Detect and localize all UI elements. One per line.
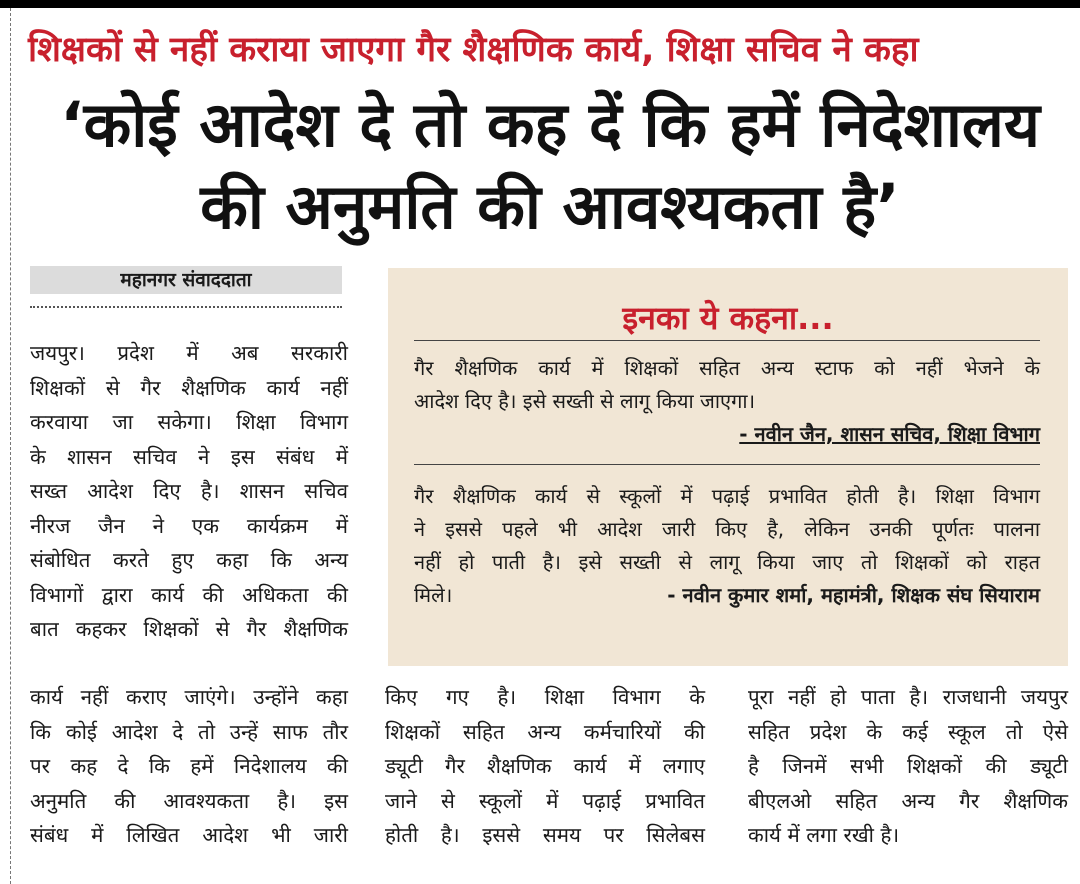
quote-line: गैर शैक्षणिक कार्य से स्कूलों में पढ़ाई प्रभावित होती है। शिक्षा विभाग [414,484,1040,508]
article-line: नीरज जैन ने एक कार्यक्रम में [30,513,348,538]
quote-line: ने इससे पहले भी आदेश जारी किए है, लेकिन उनकी पूर्णतः पालना [414,517,1040,541]
quote-2 [414,480,1040,612]
column-divider [10,8,12,884]
article-column-1-bottom [30,680,348,853]
quote-2-attribution: - नवीन कुमार शर्मा, महामंत्री, शिक्षक संघ सियाराम [667,583,1040,607]
article-line: पर कह दे कि हमें निदेशालय की [30,754,348,778]
article-line: कार्य में लगा रखी है। [748,823,900,847]
article-line: बीएलओ सहित अन्य गैर शैक्षणिक [748,788,1068,813]
article-column-2 [385,680,705,853]
kicker-headline: शिक्षकों से नहीं कराया जाएगा गैर शैक्षणिक कार्य, शिक्षा सचिव ने कहा [28,30,919,70]
quote-box [388,268,1068,666]
article-line: संबोधित करते हुए कहा कि अन्य [30,548,348,572]
article-line: है जिनमें सभी शिक्षकों की ड्यूटी [748,754,1068,778]
article-line: ड्यूटी गैर शैक्षणिक कार्य में लगाए [385,754,705,778]
article-line: कि कोई आदेश दे तो उन्हें साफ तौर [30,719,348,744]
quote-line: गैर शैक्षणिक कार्य में शिक्षकों सहित अन्य स्टाफ को नहीं भेजने के [414,356,1040,380]
byline: महानगर संवाददाता [30,266,342,294]
article-line: संबंध में लिखित आदेश भी जारी [30,823,348,847]
article-line: अनुमति की आवश्यकता है। इस [30,788,348,813]
article-column-1-top [30,336,348,647]
article-line: जयपुर। प्रदेश में अब सरकारी [30,341,348,365]
quote-box-title: इनका ये कहना... [622,299,834,337]
article-line: शिक्षकों से गैर शैक्षणिक कार्य नहीं [30,375,348,400]
article-line: बात कहकर शिक्षकों से गैर शैक्षणिक [30,617,348,641]
article-line: पूरा नहीं हो पाता है। राजधानी जयपुर [748,685,1068,709]
article-line: सहित प्रदेश के कई स्कूल तो ऐसे [748,719,1068,744]
byline-divider [30,306,342,308]
article-line: शिक्षकों सहित अन्य कर्मचारियों की [385,719,705,744]
quote-1-attribution: - नवीन जैन, शासन सचिव, शिक्षा विभाग [739,422,1040,446]
quote-line: नहीं हो पाती है। इसे सख्ती से लागू किया जाए तो शिक्षकों को राहत [414,550,1040,574]
article-line: जाने से स्कूलों में पढ़ाई प्रभावित [385,788,705,813]
quote-box-rule [414,464,1040,465]
article-line: करवाया जा सकेगा। शिक्षा विभाग [30,410,348,434]
top-rule [0,0,1080,8]
quote-box-rule [414,340,1040,341]
article-line: के शासन सचिव ने इस संबंध में [30,444,348,469]
main-headline: ‘कोई आदेश दे तो कह दें कि हमें निदेशालय की अनुमति की आवश्यकता है’ [60,88,1040,243]
article-line: कार्य नहीं कराए जाएंगे। उन्होंने कहा [30,685,348,709]
quote-1 [414,352,1040,451]
article-line: सख्त आदेश दिए है। शासन सचिव [30,479,348,503]
article-line: किए गए है। शिक्षा विभाग के [385,685,705,709]
article-line: होती है। इससे समय पर सिलेबस [385,823,705,847]
quote-2-final-line [414,579,1040,612]
quote-line: आदेश दिए है। इसे सख्ती से लागू किया जाएगा। [414,389,756,413]
article-line: विभागों द्वारा कार्य की अधिकता की [30,582,348,607]
article-column-3 [748,680,1068,853]
quote-line: मिले। [414,583,453,607]
